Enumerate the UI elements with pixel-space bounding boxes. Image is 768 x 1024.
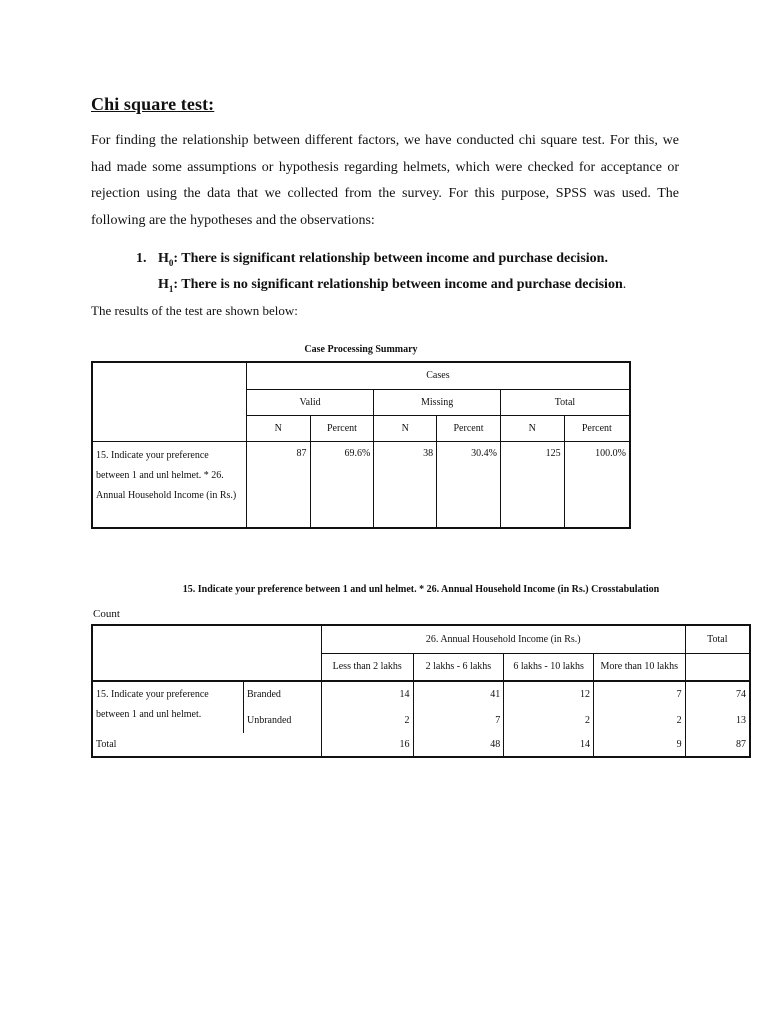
sub-header: Percent	[437, 415, 501, 441]
case-summary-title: Case Processing Summary	[304, 344, 418, 355]
hypothesis-list	[136, 248, 626, 300]
table-cell: 14	[321, 681, 413, 707]
crosstabulation-table	[91, 624, 751, 758]
sub-header: N	[500, 415, 564, 441]
row-total: 13	[685, 707, 750, 733]
total-header: Total	[685, 625, 750, 653]
row-label-branded: Branded	[244, 681, 322, 707]
table-cell: 38	[374, 441, 437, 528]
group-header: Missing	[374, 389, 501, 415]
table-cell: 14	[504, 733, 594, 757]
table-cell: 9	[593, 733, 685, 757]
column-header: Less than 2 lakhs	[321, 653, 413, 681]
column-header: More than 10 lakhs	[593, 653, 685, 681]
group-header: Valid	[246, 389, 374, 415]
corner-cell	[92, 625, 321, 681]
table-cell: 12	[504, 681, 594, 707]
table-cell: 2	[593, 707, 685, 733]
income-header: 26. Annual Household Income (in Rs.)	[321, 625, 685, 653]
case-processing-summary-table	[91, 361, 631, 529]
table-cell: 7	[593, 681, 685, 707]
cases-header: Cases	[246, 362, 630, 389]
corner-cell	[92, 362, 246, 441]
table-cell: 16	[321, 733, 413, 757]
empty-header	[685, 653, 750, 681]
table-cell: 7	[413, 707, 504, 733]
page-heading: Chi square test:	[91, 94, 215, 114]
row-total: 74	[685, 681, 750, 707]
group-header: Total	[500, 389, 630, 415]
hypothesis-h1: $H_1$: There is no significant relationship between income and purchase decision.	[158, 276, 627, 294]
table-cell: 41	[413, 681, 504, 707]
sub-header: N	[246, 415, 310, 441]
table-cell: 2	[504, 707, 594, 733]
count-label: Count	[93, 608, 120, 620]
table-cell: 125	[500, 441, 564, 528]
table-cell: 48	[413, 733, 504, 757]
table-cell: 100.0%	[564, 441, 630, 528]
sub-header: N	[374, 415, 437, 441]
table-cell: 69.6%	[310, 441, 374, 528]
row-group-label: 15. Indicate your preference between 1 and unl helmet.	[92, 681, 244, 733]
grand-total: 87	[685, 733, 750, 757]
table-cell: 30.4%	[437, 441, 501, 528]
hypothesis-number: 1.	[136, 251, 147, 266]
table-cell: 87	[246, 441, 310, 528]
sub-header: Percent	[310, 415, 374, 441]
column-header: 6 lakhs - 10 lakhs	[504, 653, 594, 681]
intro-paragraph: For finding the relationship between different factors, we have conducted chi square test. For this, we had made some assumptions or hypothesis regarding helmets, which were checked for acceptance or rejection using the data that we collected from the survey. For this purpose, SPSS was used. The following are the hypotheses and the observations:	[91, 133, 679, 228]
crosstab-title: 15. Indicate your preference between 1 and unl helmet. * 26. Annual Household Income (in Rs.) Crosstabulation	[182, 584, 660, 595]
table-cell: 2	[321, 707, 413, 733]
results-intro: The results of the test are shown below:	[91, 303, 298, 318]
row-label-unbranded: Unbranded	[244, 707, 322, 733]
sub-header: Percent	[564, 415, 630, 441]
total-row-label: Total	[92, 733, 321, 757]
column-header: 2 lakhs - 6 lakhs	[413, 653, 504, 681]
hypothesis-h0: 1. $H_0$: There is significant relationship between income and purchase decision.	[136, 248, 626, 274]
row-label: 15. Indicate your preference between 1 and unl helmet. * 26. Annual Household Income (in Rs.)	[92, 441, 246, 528]
